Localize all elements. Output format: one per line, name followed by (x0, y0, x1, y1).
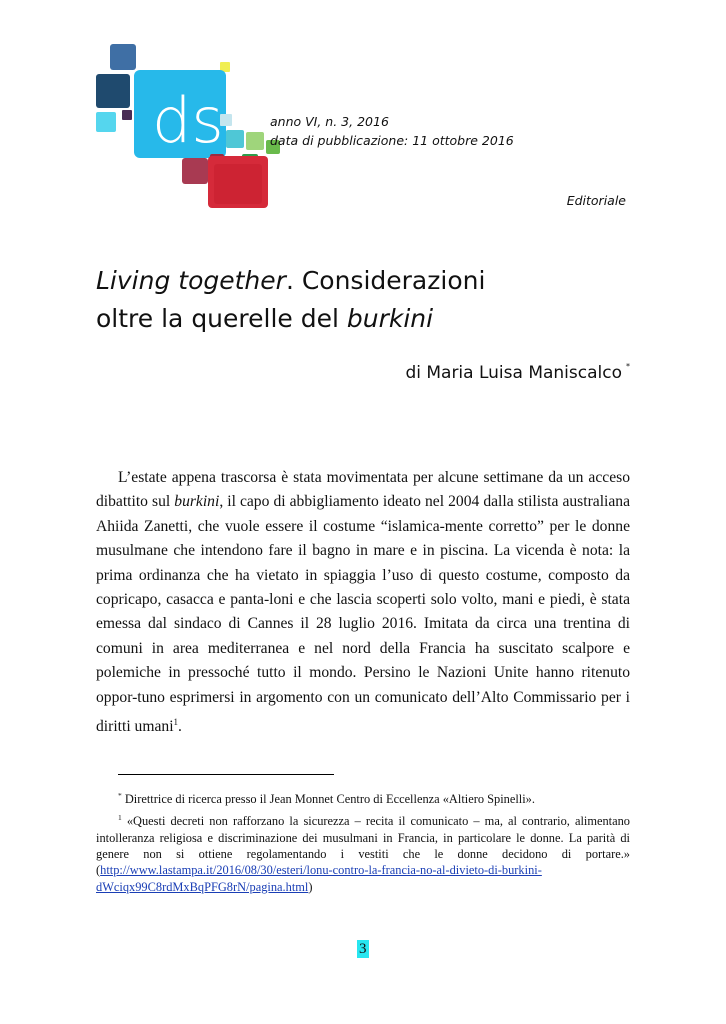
footnote-author: * Direttrice di ricerca presso il Jean Monnet Centro di Eccellenza «Altiero Spinelli». (118, 791, 535, 807)
footnote-ref-1[interactable]: 1 (173, 717, 179, 728)
author-footnote-mark: * (626, 362, 630, 371)
article-author: di Maria Luisa Maniscalco * (405, 362, 630, 383)
journal-logo (96, 44, 286, 209)
article-title: Living together. Considerazioni oltre la querelle del burkini (96, 266, 486, 333)
footnote-1: $^1$ «Questi decreti non rafforzano la sicurezza – recita il comunicato – ma, al contrario, alimentano intolleranza religiosa e discriminazione dei musulmani in Francia, in particolare le donne. La parità di genere non si ottiene regolamentando i vestiti che le donne decidono di portare.» (http://www.lastampa.it/2016/08/30/esteri/lonu-contro-la-francia-no-al-divieto-di-burkini-dWciqx99C8rdMxBqPFG8rN/pagina.html) (96, 813, 630, 894)
issue-number: anno VI, n. 3, 2016 (270, 114, 389, 129)
page-number: 3 (359, 941, 367, 957)
section-label: Editoriale (566, 193, 626, 208)
footnote-divider (118, 774, 334, 775)
publication-date: data di pubblicazione: 11 ottobre 2016 (270, 133, 514, 148)
footnote-link[interactable]: http://www.lastampa.it/2016/08/30/esteri/lonu-contro-la-francia-no-al-divieto-di-burkini-dWciqx99C8rdMxBqPFG8rN/pagina.html (96, 863, 542, 894)
article-body: L’estate appena trascorsa è stata movimentata per alcune settimane da un acceso dibattito sul burkini, il capo di abbigliamento ideato nel 2004 dalla stilista australiana Ahiida Zanetti, che vuole essere il costume “islamica-mente corretto” per le donne musulmane che intendono fare il bagno in mare e in piscina. La vicenda è nota: la prima ordinanza che ha vietato in spiaggia l’uso di questo costume, composto da copricapo, casacca e panta-loni e che lascia scoperti solo volto, mani e piedi, è stata emessa dal sindaco di Cannes il 28 luglio 2016. Imitata da circa una trentina di comuni in area mediterranea e nel nord della Francia ha suscitato scalpore e polemiche in pressoché tutto il mondo. Persino le Nazioni Unite hanno ritenuto oppor-tuno esprimersi in argomento con un comunicato dell’Alto Commissario per i diritti umani$^1$. (96, 469, 630, 736)
issue-info (270, 112, 514, 150)
logo-letters: ds (152, 84, 224, 157)
